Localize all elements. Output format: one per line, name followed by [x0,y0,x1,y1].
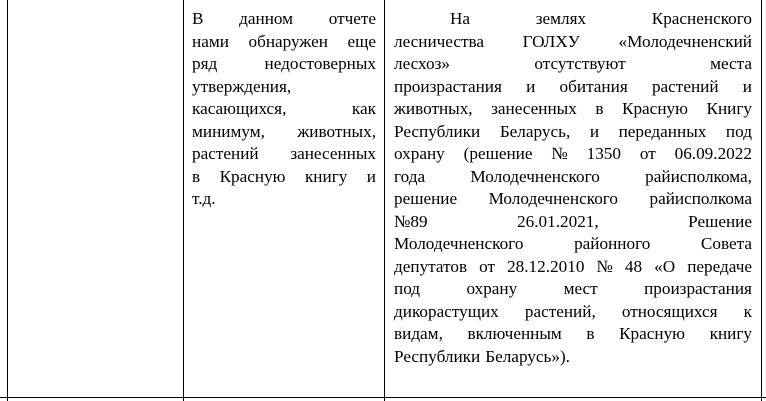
text-line: На землях Красненского [450,9,752,28]
table-border-bottom [0,397,766,398]
text-line: ряд недостоверных [192,54,376,73]
text-line: под охрану мест произрастания [394,279,752,298]
text-line: охрану (решение № 1350 от 06.09.2022 [394,144,752,163]
text-line: Республики Беларусь»). [394,346,570,366]
text-line: видам, включенным в Красную книгу [394,324,752,343]
text-line: Республики Беларусь, и переданных под [394,121,752,141]
text-line: решение Молодечненского райисполкома [394,189,752,208]
table-cell-remark [192,8,376,211]
table-cell-response [394,8,752,368]
text-line: Молодечненского районного Совета [394,234,752,253]
text-line: лесхоз» отсутствуют места [394,54,752,73]
table-border-right [761,0,762,401]
text-line: лесничества ГОЛХУ «Молодечненский [394,31,752,51]
text-line: растений занесенных [192,144,376,163]
text-line: года Молодечненского райисполкома, [394,166,752,186]
text-line: дикорастущих растений, относящихся к [394,301,752,321]
text-line: произрастания и обитания растений и [394,76,752,96]
text-line: №89 26.01.2021, Решение [394,211,752,231]
text-line: касающихся, как [192,99,376,118]
text-line: т.д. [192,189,216,208]
text-line: животных, занесенных в Красную Книгу [394,99,752,118]
text-line: В данном отчете [192,9,376,28]
text-line: депутатов от 28.12.2010 № 48 «О передаче [394,256,752,276]
text-line: утверждения, [192,76,292,96]
table-border-col-3 [384,0,385,401]
text-line: нами обнаружен еще [192,31,376,51]
text-line: минимум, животных, [192,121,376,141]
table-border-left [7,0,8,401]
text-line: в Красную книгу и [192,166,376,186]
table-border-col-2 [183,0,184,401]
